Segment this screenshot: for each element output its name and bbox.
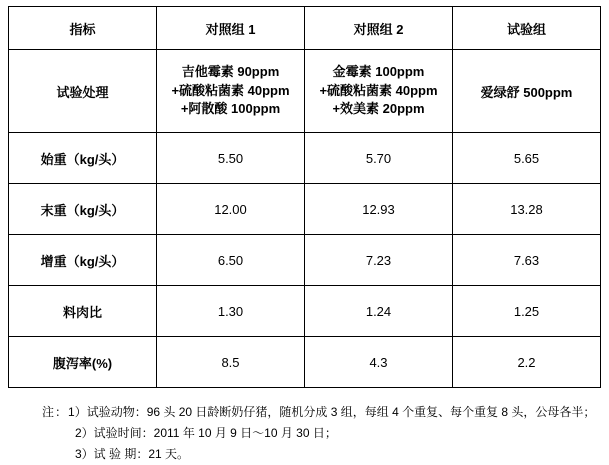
row-label-diarrhea-rate: 腹泻率(%) [9,337,157,388]
treatment-line: 金霉素 100ppm [332,63,425,79]
table-header-row [9,7,601,50]
footnote-text: 2）试验时间：2011 年 10 月 9 日～10 月 30 日； [75,426,337,440]
treatment-line: +硫酸粘菌素 40ppm [319,82,438,98]
row-label-treatment: 试验处理 [9,50,157,133]
footnote-text: 3）试 验 期：21 天。 [75,447,190,461]
row-label-final-weight: 末重（kg/头） [9,184,157,235]
header-cell-control-1: 对照组 1 [157,7,305,50]
header-cell-control-2: 对照组 2 [305,7,453,50]
footnote-text: 1）试验动物：96 头 20 日龄断奶仔猪，随机分成 3 组，每组 4 个重复、每个重复 8 头，公母各半； [68,405,596,419]
value-cell: 13.28 [453,184,601,235]
table-row [9,235,601,286]
row-label-feed-meat-ratio: 料肉比 [9,286,157,337]
treatment-cell-control-2 [305,50,453,133]
footnote-line-3 [42,444,601,465]
value-cell: 2.2 [453,337,601,388]
table-row-treatment [9,50,601,133]
value-cell: 1.30 [157,286,305,337]
value-cell: 7.63 [453,235,601,286]
value-cell: 1.24 [305,286,453,337]
value-cell: 7.23 [305,235,453,286]
header-cell-metric: 指标 [9,7,157,50]
row-label-weight-gain: 增重（kg/头） [9,235,157,286]
value-cell: 8.5 [157,337,305,388]
treatment-cell-control-1 [157,50,305,133]
footnote-line-1 [42,402,601,423]
table-row [9,337,601,388]
value-cell: 4.3 [305,337,453,388]
treatment-line: +硫酸粘菌素 40ppm [171,82,290,98]
value-cell: 5.50 [157,133,305,184]
table-row [9,184,601,235]
table-row [9,133,601,184]
table-footnotes [8,402,601,465]
value-cell: 12.93 [305,184,453,235]
value-cell: 6.50 [157,235,305,286]
footnote-line-2 [42,423,601,444]
treatment-line: +效美素 20ppm [332,101,425,117]
value-cell: 5.70 [305,133,453,184]
footnote-prefix: 注： [42,405,69,419]
value-cell: 1.25 [453,286,601,337]
header-cell-test-group: 试验组 [453,7,601,50]
value-cell: 12.00 [157,184,305,235]
treatment-line: 吉他霉素 90ppm [181,63,280,79]
trial-results-table [8,6,601,388]
row-label-initial-weight: 始重（kg/头） [9,133,157,184]
treatment-line: +阿散酸 100ppm [180,101,281,117]
table-row [9,286,601,337]
value-cell: 5.65 [453,133,601,184]
treatment-cell-test-group: 爱绿舒 500ppm [453,50,601,133]
